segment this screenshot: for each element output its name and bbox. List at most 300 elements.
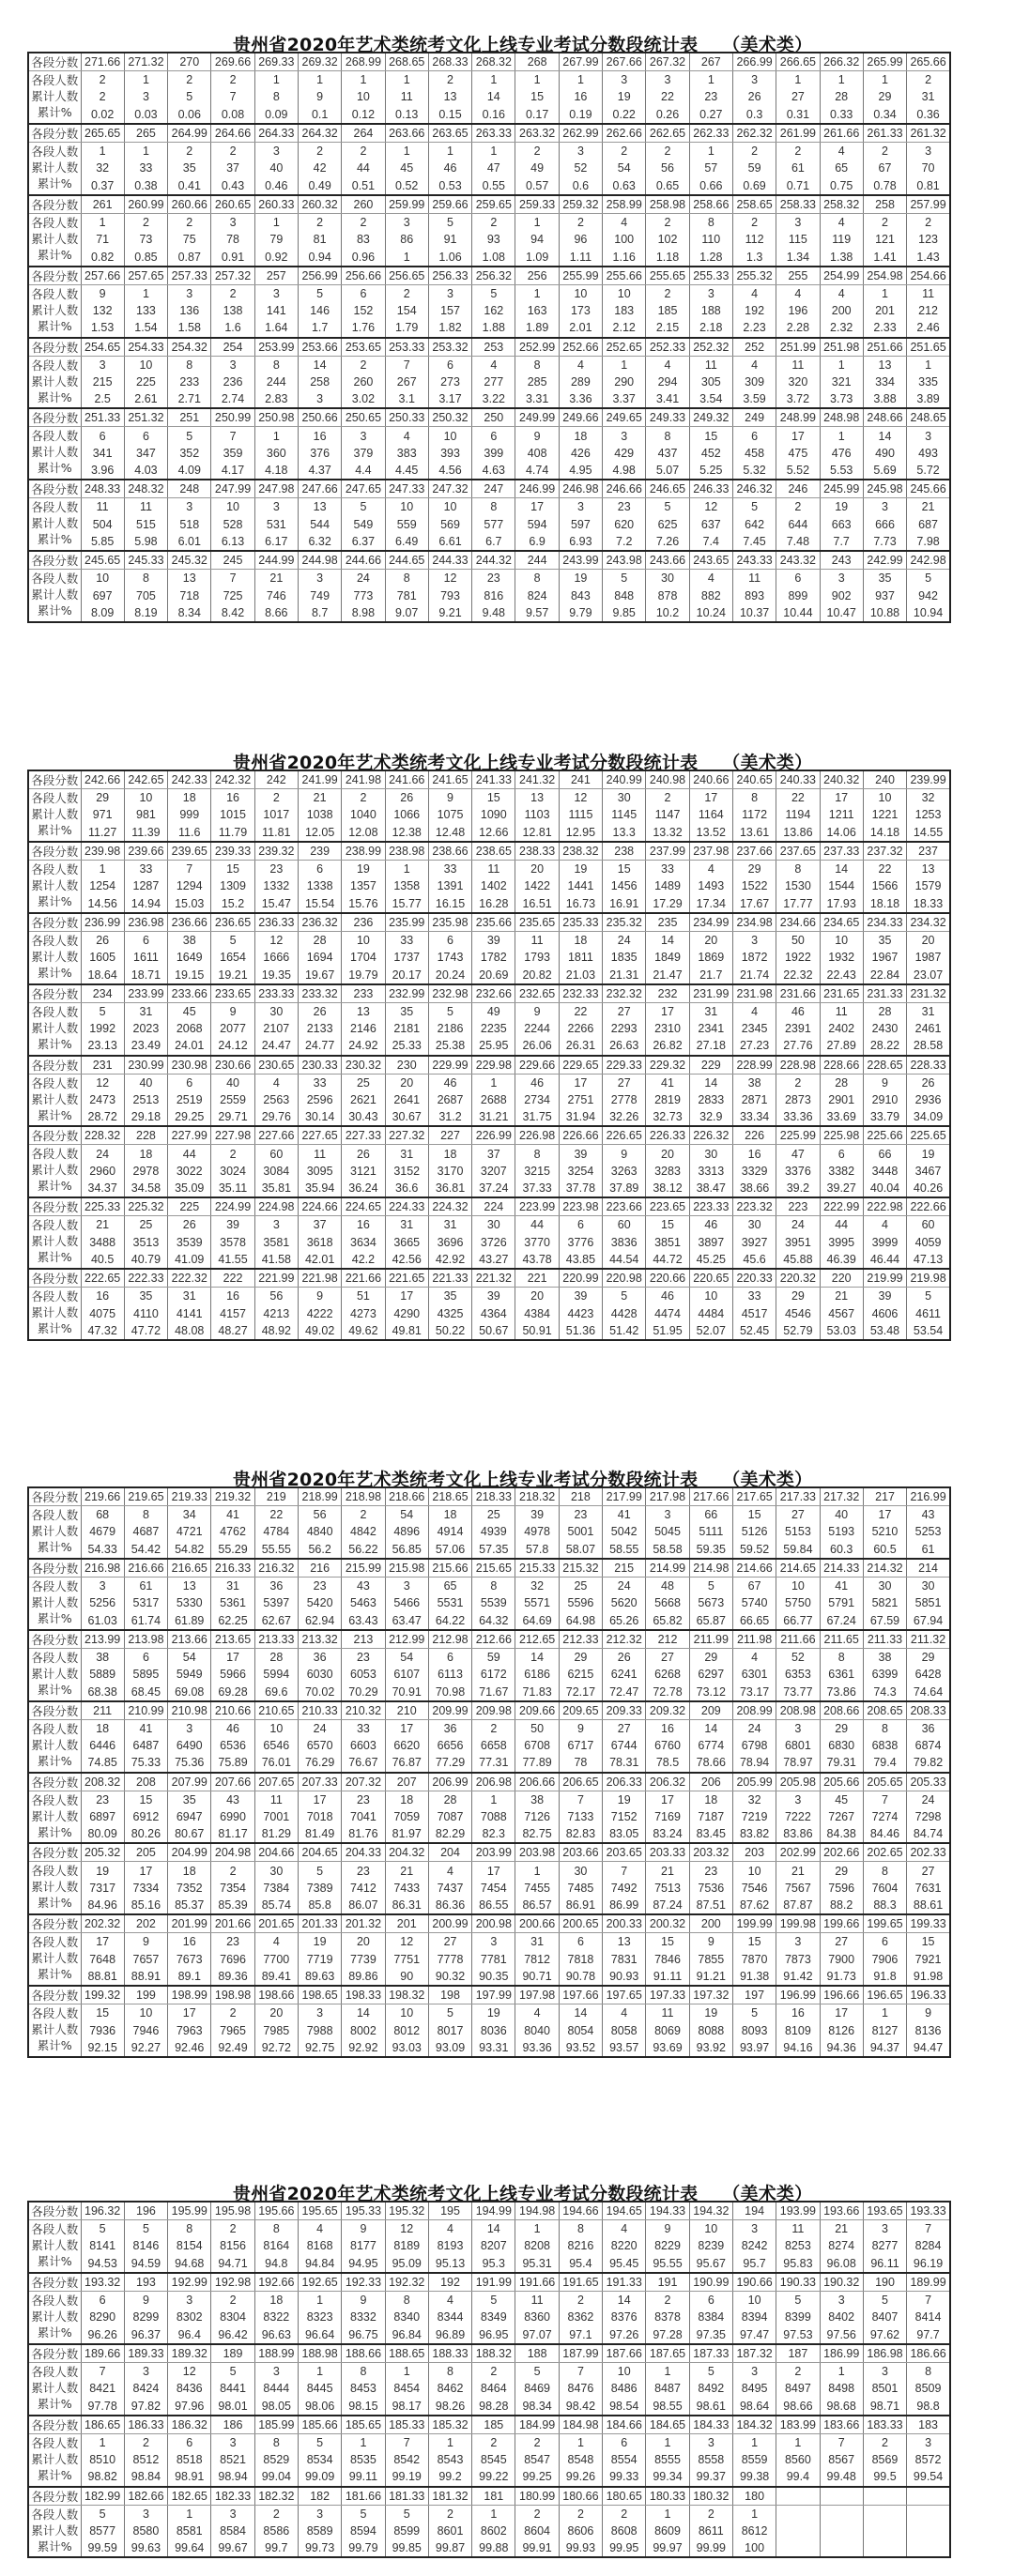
score-cell: 237.98	[689, 842, 732, 861]
score-cell: 196.66	[820, 1986, 863, 2004]
score-row	[28, 1269, 950, 1288]
score-cell: 205.98	[776, 1773, 820, 1791]
pct-cell: 0.57	[515, 176, 559, 194]
cum-cell: 5889	[81, 1666, 124, 1683]
pct-cell: 43.27	[472, 1251, 515, 1269]
cum-cell: 57	[689, 160, 732, 176]
cum-cell: 1332	[254, 877, 298, 894]
pct-cell: 95.09	[385, 2255, 428, 2273]
count-cell: 14	[342, 2004, 385, 2022]
count-cell: 7	[863, 1791, 906, 1808]
pct-cell: 3.96	[81, 462, 124, 480]
cum-cell: 8542	[385, 2451, 428, 2468]
count-cell: 24	[776, 1216, 820, 1234]
cum-cell: 8492	[689, 2380, 732, 2397]
count-cell: 34	[168, 1506, 211, 1524]
score-cell: 245.65	[81, 551, 124, 570]
pct-cell: 5.52	[776, 462, 820, 480]
pct-cell: 81.76	[342, 1825, 385, 1843]
count-cell: 9	[81, 284, 124, 302]
cum-cell: 8332	[342, 2309, 385, 2325]
score-row	[28, 2487, 950, 2506]
count-cell: 29	[732, 860, 776, 877]
score-cell: 192	[428, 2273, 471, 2292]
count-row	[28, 2220, 950, 2238]
count-cell: 11	[124, 498, 167, 516]
score-cell: 254	[211, 338, 254, 357]
count-row	[28, 427, 950, 445]
cum-cell: 2519	[168, 1091, 211, 1108]
pct-cell: 82.83	[559, 1825, 602, 1843]
pct-cell: 2.71	[168, 390, 211, 408]
pct-cell: 4.17	[211, 462, 254, 480]
score-cell: 225	[168, 1197, 211, 1216]
pct-cell: 48.08	[168, 1322, 211, 1340]
row-label-cum: 累计人数	[31, 1880, 79, 1895]
row-label-pct: 累计%	[37, 2254, 72, 2268]
count-cell: 15	[81, 2004, 124, 2022]
score-cell: 244.33	[428, 551, 471, 570]
cum-cell: 7700	[254, 1951, 298, 1968]
score-cell: 210.99	[124, 1701, 167, 1720]
count-cell: 14	[559, 2004, 602, 2022]
count-cell: 6	[428, 1648, 471, 1666]
cum-cell: 6030	[298, 1666, 341, 1683]
row-label-count: 各段人数	[31, 1075, 79, 1090]
pct-cell: 98.55	[646, 2397, 689, 2415]
count-cell: 26	[907, 1074, 950, 1091]
cum-cell: 7087	[428, 1808, 471, 1825]
pct-cell: 0.81	[907, 176, 950, 194]
pct-cell: 17.77	[776, 894, 820, 912]
score-cell: 210.65	[254, 1701, 298, 1720]
row-label-cum: 累计人数	[31, 1951, 79, 1966]
score-cell: 225.98	[820, 1126, 863, 1145]
cum-cell: 79	[254, 231, 298, 248]
score-cell: 230	[385, 1056, 428, 1075]
count-cell: 2	[428, 2505, 471, 2523]
cum-cell: 7088	[472, 1808, 515, 1825]
row-label-count: 各段人数	[31, 2006, 79, 2021]
score-cell: 237.32	[863, 842, 906, 861]
pct-cell: 99.19	[385, 2468, 428, 2486]
cum-cell: 4474	[646, 1305, 689, 1322]
pct-cell: 76.87	[385, 1754, 428, 1772]
pct-cell: 21.31	[603, 966, 646, 983]
cum-cell: 40	[254, 160, 298, 176]
count-cell: 26	[385, 789, 428, 807]
pct-cell: 50.91	[515, 1322, 559, 1340]
cum-cell: 6897	[81, 1808, 124, 1825]
count-cell: 10	[689, 1288, 732, 1305]
count-cell: 1	[689, 71, 732, 89]
pct-cell: 94.37	[863, 2039, 906, 2057]
count-cell: 1	[428, 2433, 471, 2451]
score-cell: 259.66	[428, 195, 471, 214]
count-cell: 1	[559, 71, 602, 89]
score-row	[28, 2273, 950, 2292]
pct-cell: 63.43	[342, 1611, 385, 1629]
score-cell: 226.99	[472, 1126, 515, 1145]
cum-cell: 8216	[559, 2237, 602, 2254]
row-label-score: 各段分数	[28, 842, 81, 861]
pct-cell: 34.58	[124, 1180, 167, 1197]
score-cell: 198.33	[342, 1986, 385, 2004]
pct-cell: 92.92	[342, 2039, 385, 2057]
pct-cell: 7.4	[689, 533, 732, 551]
score-cell: 239.32	[254, 842, 298, 861]
count-cell: 8	[515, 1145, 559, 1163]
cum-cell: 7	[211, 88, 254, 105]
score-cell: 241.99	[298, 770, 341, 789]
pct-cell: 77.29	[428, 1754, 471, 1772]
pct-cell: 99.99	[689, 2539, 732, 2557]
row-label-count: 各段人数	[31, 286, 79, 301]
cum-cell: 2402	[820, 1020, 863, 1037]
count-row	[28, 1577, 950, 1594]
score-cell: 184.33	[689, 2416, 732, 2434]
pct-cell: 51.36	[559, 1322, 602, 1340]
row-label-cum: 累计人数	[31, 2451, 79, 2466]
pct-cell: 4.63	[472, 462, 515, 480]
score-cell: 253.66	[298, 338, 341, 357]
score-cell: 227	[428, 1126, 471, 1145]
cum-cell: 8168	[298, 2237, 341, 2254]
score-cell: 257	[254, 267, 298, 285]
cum-cell: 8510	[81, 2451, 124, 2468]
score-cell: 252.32	[689, 338, 732, 357]
row-label-count: 各段人数	[31, 1650, 79, 1665]
cum-cell: 35	[168, 160, 211, 176]
score-cell: 223.33	[689, 1197, 732, 1216]
pct-cell: 23.49	[124, 1037, 167, 1055]
cum-cell: 4059	[907, 1234, 950, 1251]
count-cell: 5	[907, 1288, 950, 1305]
count-cell: 5	[863, 2291, 906, 2309]
count-cell: 5	[298, 1862, 341, 1880]
count-cell: 5	[646, 498, 689, 516]
cum-cell: 260	[342, 373, 385, 390]
pct-cell: 74.64	[907, 1683, 950, 1700]
cum-cell: 8036	[472, 2022, 515, 2039]
pct-cell: 0.33	[820, 106, 863, 124]
cum-cell: 86	[385, 231, 428, 248]
pct-cell: 98.06	[298, 2397, 341, 2415]
pct-cell: 91.21	[689, 1968, 732, 1986]
pct-cell: 0.87	[168, 248, 211, 266]
score-cell: 236	[342, 913, 385, 932]
score-cell: 264.33	[254, 124, 298, 143]
cum-cell: 110	[689, 231, 732, 248]
score-cell: 213.66	[168, 1630, 211, 1649]
cum-cell: 6399	[863, 1666, 906, 1683]
pct-cell: 79.4	[863, 1754, 906, 1772]
cum-cell: 5253	[907, 1523, 950, 1540]
score-cell: 255.99	[559, 267, 602, 285]
count-cell: 14	[689, 1719, 732, 1737]
row-label-cum: 累计人数	[31, 2523, 79, 2538]
count-cell: 1	[472, 142, 515, 160]
cum-cell: 1544	[820, 877, 863, 894]
pct-cell: 55.29	[211, 1541, 254, 1559]
pct-cell: 28.58	[907, 1037, 950, 1055]
cum-cell: 4784	[254, 1523, 298, 1540]
score-cell: 251.33	[81, 408, 124, 427]
cum-cell: 1194	[776, 806, 820, 823]
score-cell	[863, 2487, 906, 2506]
pct-cell: 69.6	[254, 1683, 298, 1700]
cum-cell: 8462	[428, 2380, 471, 2397]
score-cell: 231.33	[863, 984, 906, 1003]
cum-cell: 4606	[863, 1305, 906, 1322]
count-cell: 17	[211, 1648, 254, 1666]
pct-cell: 95.67	[689, 2255, 732, 2273]
pct-cell: 7.45	[732, 533, 776, 551]
cum-cell: 70	[907, 160, 950, 176]
score-cell: 263.66	[385, 124, 428, 143]
row-label-count: 各段人数	[31, 2222, 79, 2236]
pct-cell: 99.48	[820, 2468, 863, 2486]
count-cell: 39	[863, 1288, 906, 1305]
cum-cell: 902	[820, 587, 863, 604]
cum-cell: 7133	[559, 1808, 602, 1825]
cum-cell: 3776	[559, 1234, 602, 1251]
score-cell: 248.33	[81, 480, 124, 498]
score-cell: 212.32	[603, 1630, 646, 1649]
pct-cell: 20.82	[515, 966, 559, 983]
count-cell: 50	[776, 931, 820, 949]
score-cell: 256.66	[342, 267, 385, 285]
count-cell: 48	[646, 1577, 689, 1594]
count-cell: 2	[776, 1074, 820, 1091]
pct-cell: 99.73	[298, 2539, 341, 2557]
cum-cell: 8534	[298, 2451, 341, 2468]
cum-cell: 5045	[646, 1523, 689, 1540]
score-cell: 186.32	[168, 2416, 211, 2434]
pct-cell: 1.54	[124, 319, 167, 337]
row-label-pct: 累计%	[37, 1321, 72, 1336]
count-cell: 13	[863, 356, 906, 373]
count-cell: 10	[428, 498, 471, 516]
count-cell: 3	[168, 1719, 211, 1737]
pct-cell: 14.18	[863, 824, 906, 842]
pct-cell: 88.81	[81, 1968, 124, 1986]
score-cell: 235.99	[385, 913, 428, 932]
count-cell: 29	[559, 1648, 602, 1666]
count-cell: 2	[168, 71, 211, 89]
score-cell: 201	[385, 1914, 428, 1933]
count-cell: 4	[254, 1074, 298, 1091]
count-cell: 5	[689, 1577, 732, 1594]
pct-cell: 64.69	[515, 1611, 559, 1629]
score-cell: 185.32	[428, 2416, 471, 2434]
cum-cell: 5330	[168, 1594, 211, 1611]
pct-cell: 46.44	[863, 1251, 906, 1269]
count-cell: 44	[168, 1145, 211, 1163]
score-cell: 221.98	[298, 1269, 341, 1288]
cum-cell: 7187	[689, 1808, 732, 1825]
row-label-count: 各段人数	[31, 358, 79, 373]
count-cell: 3	[385, 213, 428, 231]
score-cell: 248	[168, 480, 211, 498]
score-cell: 223.32	[732, 1197, 776, 1216]
row-label-cum: 累计人数	[31, 1305, 79, 1320]
pct-cell: 71.83	[515, 1683, 559, 1700]
pct-cell: 86.07	[342, 1897, 385, 1914]
cum-cell: 3024	[211, 1163, 254, 1180]
pct-cell: 79.82	[907, 1754, 950, 1772]
cum-cell: 1115	[559, 806, 602, 823]
row-label-score: 各段分数	[28, 2416, 81, 2434]
score-cell: 217.65	[732, 1487, 776, 1506]
score-cell: 191.99	[472, 2273, 515, 2292]
row-label-pct: 累计%	[37, 389, 72, 404]
cum-cell: 81	[298, 231, 341, 248]
score-distribution-table	[27, 1486, 951, 2058]
pct-cell: 11.39	[124, 824, 167, 842]
cum-cell: 4423	[559, 1305, 602, 1322]
count-cell: 11	[776, 356, 820, 373]
pct-cell: 99.97	[646, 2539, 689, 2557]
cum-cell: 8444	[254, 2380, 298, 2397]
pct-cell: 5.85	[81, 533, 124, 551]
count-cell: 56	[298, 1506, 341, 1524]
score-cell: 257.32	[211, 267, 254, 285]
cum-cell: 2513	[124, 1091, 167, 1108]
score-cell: 230.66	[211, 1056, 254, 1075]
pct-cell: 4.37	[298, 462, 341, 480]
count-cell: 30	[689, 1145, 732, 1163]
cum-cell: 1338	[298, 877, 341, 894]
score-cell: 200.33	[603, 1914, 646, 1933]
pct-cell: 87.24	[646, 1897, 689, 1914]
score-cell: 232.66	[472, 984, 515, 1003]
score-cell: 217.66	[689, 1487, 732, 1506]
pct-cell: 73.17	[732, 1683, 776, 1700]
count-cell: 31	[907, 1002, 950, 1020]
pct-cell: 7.7	[820, 533, 863, 551]
cum-cell: 6490	[168, 1737, 211, 1754]
count-cell: 35	[863, 931, 906, 949]
score-cell: 199.32	[81, 1986, 124, 2004]
count-cell: 6	[776, 570, 820, 587]
count-cell: 47	[776, 1145, 820, 1163]
cum-cell: 4840	[298, 1523, 341, 1540]
title-category: （美术类）	[722, 35, 813, 55]
row-labels	[28, 1862, 81, 1914]
cum-cell: 1694	[298, 949, 341, 966]
score-cell: 208.33	[907, 1701, 950, 1720]
pct-cell: 3.17	[428, 390, 471, 408]
row-label-pct: 累计%	[37, 1107, 72, 1122]
count-cell: 8	[385, 2291, 428, 2309]
cum-cell: 8560	[776, 2451, 820, 2468]
pct-cell: 0.85	[124, 248, 167, 266]
pct-cell: 61.74	[124, 1611, 167, 1629]
score-cell: 233.66	[168, 984, 211, 1003]
percent-row	[28, 1251, 950, 1269]
cum-cell: 7384	[254, 1880, 298, 1897]
row-label-cum: 累计人数	[31, 2238, 79, 2252]
row-label-count: 各段人数	[31, 791, 79, 805]
pct-cell: 18.71	[124, 966, 167, 983]
cum-cell: 1489	[646, 877, 689, 894]
count-cell: 2	[907, 71, 950, 89]
cum-cell: 16	[559, 88, 602, 105]
count-cell: 23	[342, 1648, 385, 1666]
score-cell: 216.66	[124, 1559, 167, 1578]
cum-cell: 8554	[603, 2451, 646, 2468]
cum-cell: 1015	[211, 806, 254, 823]
cum-cell: 8464	[472, 2380, 515, 2397]
cum-cell: 5966	[211, 1666, 254, 1683]
score-cell: 189	[211, 2344, 254, 2363]
cum-cell: 4546	[776, 1305, 820, 1322]
score-cell: 200.65	[559, 1914, 602, 1933]
score-cell: 217	[863, 1487, 906, 1506]
count-cell: 2	[646, 2291, 689, 2309]
score-cell: 265.99	[863, 53, 906, 71]
pct-cell: 99.33	[603, 2468, 646, 2486]
score-cell: 194.33	[646, 2202, 689, 2220]
pct-cell: 56.85	[385, 1541, 428, 1559]
score-cell: 189.66	[81, 2344, 124, 2363]
cum-cell: 8299	[124, 2309, 167, 2325]
count-cell: 1	[776, 71, 820, 89]
count-cell: 23	[211, 1933, 254, 1951]
score-cell: 205.32	[81, 1843, 124, 1862]
pct-cell: 0.03	[124, 106, 167, 124]
pct-cell: 83.05	[603, 1825, 646, 1843]
cum-cell: 4290	[385, 1305, 428, 1322]
pct-cell: 94.68	[168, 2255, 211, 2273]
row-labels	[28, 1216, 81, 1269]
count-cell: 2	[776, 2362, 820, 2380]
pct-cell: 93.09	[428, 2039, 471, 2057]
cum-cell: 8229	[646, 2237, 689, 2254]
count-cell: 33	[646, 860, 689, 877]
cum-cell: 3	[124, 88, 167, 105]
cum-cell: 8608	[603, 2523, 646, 2539]
pct-cell: 51.42	[603, 1322, 646, 1340]
cum-cell: 7739	[342, 1951, 385, 1968]
pct-cell: 99.85	[385, 2539, 428, 2557]
title-main: 贵州省2020年艺术类统考文化上线专业考试分数段统计表	[233, 1470, 699, 1490]
pct-cell: 81.29	[254, 1825, 298, 1843]
cum-cell: 1522	[732, 877, 776, 894]
cum-cell: 399	[472, 445, 515, 462]
count-cell: 7	[211, 570, 254, 587]
count-cell: 2	[211, 2291, 254, 2309]
count-cell: 4	[689, 570, 732, 587]
cum-cell: 26	[732, 88, 776, 105]
cum-cell: 518	[168, 516, 211, 533]
pct-cell: 0.41	[168, 176, 211, 194]
score-cell: 245.66	[907, 480, 950, 498]
pct-cell: 48.92	[254, 1322, 298, 1340]
pct-cell: 80.67	[168, 1825, 211, 1843]
cum-cell: 7812	[515, 1951, 559, 1968]
count-cell: 17	[863, 1506, 906, 1524]
cum-cell: 10	[342, 88, 385, 105]
cum-cell: 8208	[515, 2237, 559, 2254]
count-cell: 1	[646, 2505, 689, 2523]
pct-cell: 0.3	[732, 106, 776, 124]
row-label-score: 各段分数	[28, 124, 81, 143]
score-cell: 268.99	[342, 53, 385, 71]
cum-cell: 65	[820, 160, 863, 176]
cum-cell: 183	[603, 302, 646, 319]
